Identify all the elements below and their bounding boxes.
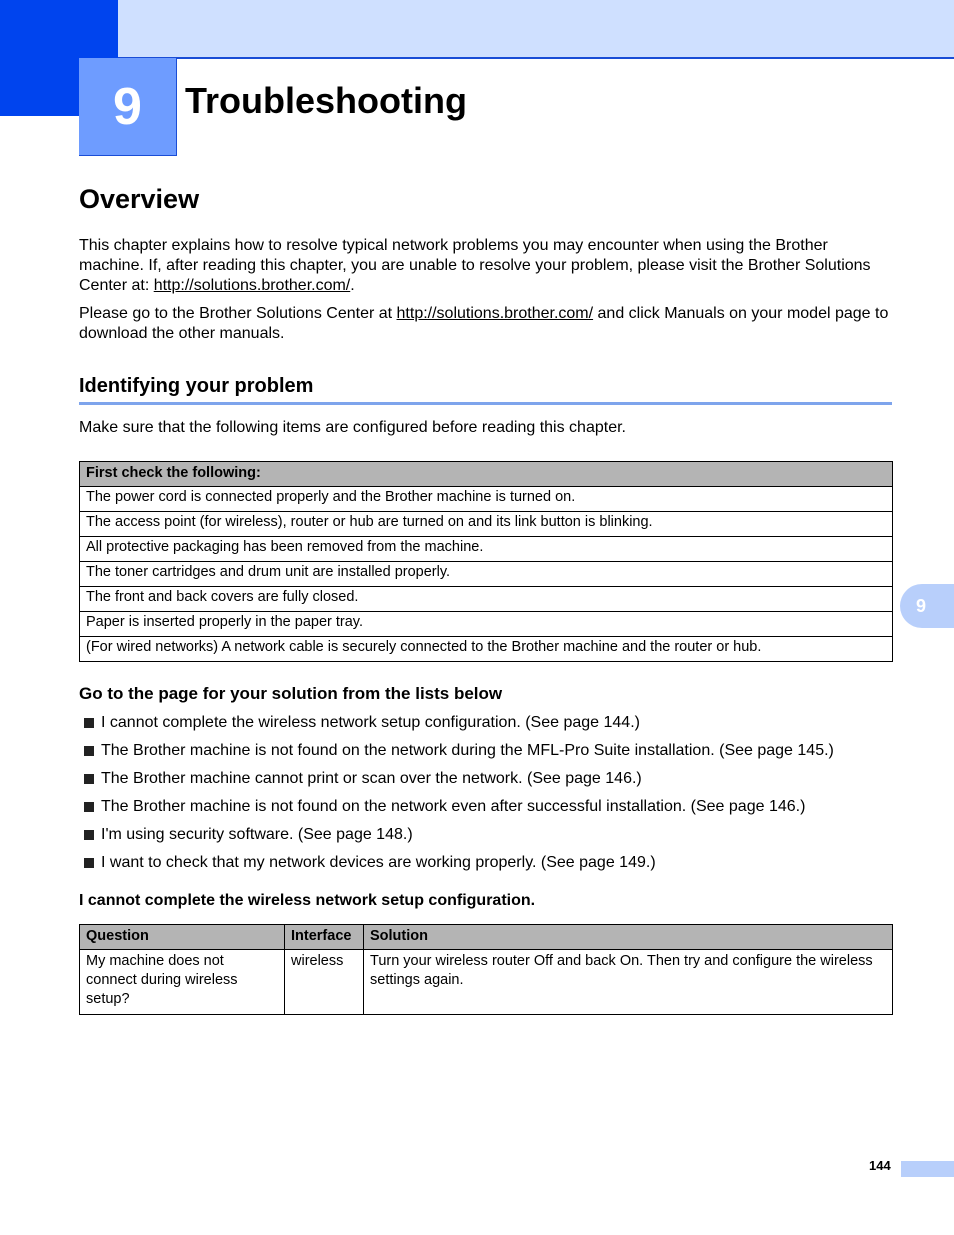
question-cell: My machine does not connect during wireless setup?: [80, 950, 285, 1015]
table-row: [80, 587, 893, 612]
check-item: (For wired networks) A network cable is securely connected to the Brother machine and the router or hub.: [80, 637, 893, 662]
solutions-center-link-1[interactable]: http://solutions.brother.com/: [153, 277, 351, 294]
wireless-section-heading: I cannot complete the wireless network setup configuration.: [79, 892, 536, 909]
page-number: 144: [869, 1158, 891, 1173]
check-item: All protective packaging has been removed from the machine.: [80, 537, 893, 562]
table-row: [80, 512, 893, 537]
table-row: [80, 950, 893, 1015]
list-item: [84, 853, 834, 881]
list-item-text: I cannot complete the wireless network setup configuration. (See page 144.): [101, 714, 640, 731]
list-item: [84, 825, 834, 853]
table-row: [80, 612, 893, 637]
table-row: [80, 537, 893, 562]
top-header-rule: [118, 57, 954, 59]
column-header-question: Question: [80, 925, 285, 950]
check-item: The toner cartridges and drum unit are installed properly.: [80, 562, 893, 587]
list-item: [84, 741, 834, 769]
square-bullet-icon: [84, 718, 94, 728]
check-item: Paper is inserted properly in the paper tray.: [80, 612, 893, 637]
check-item: The power cord is connected properly and the Brother machine is turned on.: [80, 487, 893, 512]
list-item-text: I'm using security software. (See page 148.): [101, 826, 413, 843]
solution-list: [84, 713, 834, 881]
square-bullet-icon: [84, 746, 94, 756]
goto-heading: Go to the page for your solution from the lists below: [79, 684, 503, 703]
wireless-question-table: [79, 924, 893, 1015]
list-item: [84, 797, 834, 825]
list-item-text: The Brother machine cannot print or scan over the network. (See page 146.): [101, 770, 642, 787]
chapter-title: Troubleshooting: [185, 80, 467, 121]
list-item: [84, 713, 834, 741]
check-item: The access point (for wireless), router or hub are turned on and its link button is blinking.: [80, 512, 893, 537]
list-item-text: The Brother machine is not found on the network even after successful installation. (See page 146.): [101, 798, 806, 815]
identify-intro: Make sure that the following items are configured before reading this chapter.: [79, 419, 626, 436]
column-header-solution: Solution: [364, 925, 893, 950]
list-item-text: I want to check that my network devices are working properly. (See page 149.): [101, 854, 656, 871]
solution-cell: Turn your wireless router Off and back On. Then try and configure the wireless settings again.: [364, 950, 893, 1015]
list-item: [84, 769, 834, 797]
square-bullet-icon: [84, 774, 94, 784]
table-row: [80, 637, 893, 662]
solutions-center-link-2[interactable]: http://solutions.brother.com/: [396, 305, 594, 322]
overview-p2-end: and click Manuals on your model page to download the other manuals.: [79, 305, 889, 342]
square-bullet-icon: [84, 858, 94, 868]
chapter-number-box: 9: [79, 58, 177, 156]
square-bullet-icon: [84, 830, 94, 840]
footer-color-bar: [901, 1161, 954, 1177]
list-item-text: The Brother machine is not found on the network during the MFL-Pro Suite installation. (See page 145.): [101, 742, 834, 759]
overview-paragraph-1: [79, 236, 894, 296]
table-row: [80, 562, 893, 587]
column-header-interface: Interface: [285, 925, 364, 950]
square-bullet-icon: [84, 802, 94, 812]
check-table-header: First check the following:: [80, 462, 893, 487]
overview-p2-start: Please go to the Brother Solutions Center at: [79, 305, 397, 322]
identify-heading-rule: [79, 402, 892, 405]
table-row: [80, 487, 893, 512]
overview-heading: Overview: [79, 184, 200, 214]
check-item: The front and back covers are fully closed.: [80, 587, 893, 612]
top-header-band: [0, 0, 954, 58]
chapter-side-tab: 9: [900, 584, 954, 628]
interface-cell: wireless: [285, 950, 364, 1015]
overview-p1-text: This chapter explains how to resolve typical network problems you may encounter when using the Brother machine. If, after reading this chapter, you are unable to resolve your problem, please visit the Brother Solutions Center at:: [79, 237, 871, 294]
overview-paragraph-2: [79, 304, 894, 344]
check-table: [79, 461, 893, 662]
overview-p1-end: .: [350, 277, 355, 294]
identify-heading: Identifying your problem: [79, 375, 314, 397]
